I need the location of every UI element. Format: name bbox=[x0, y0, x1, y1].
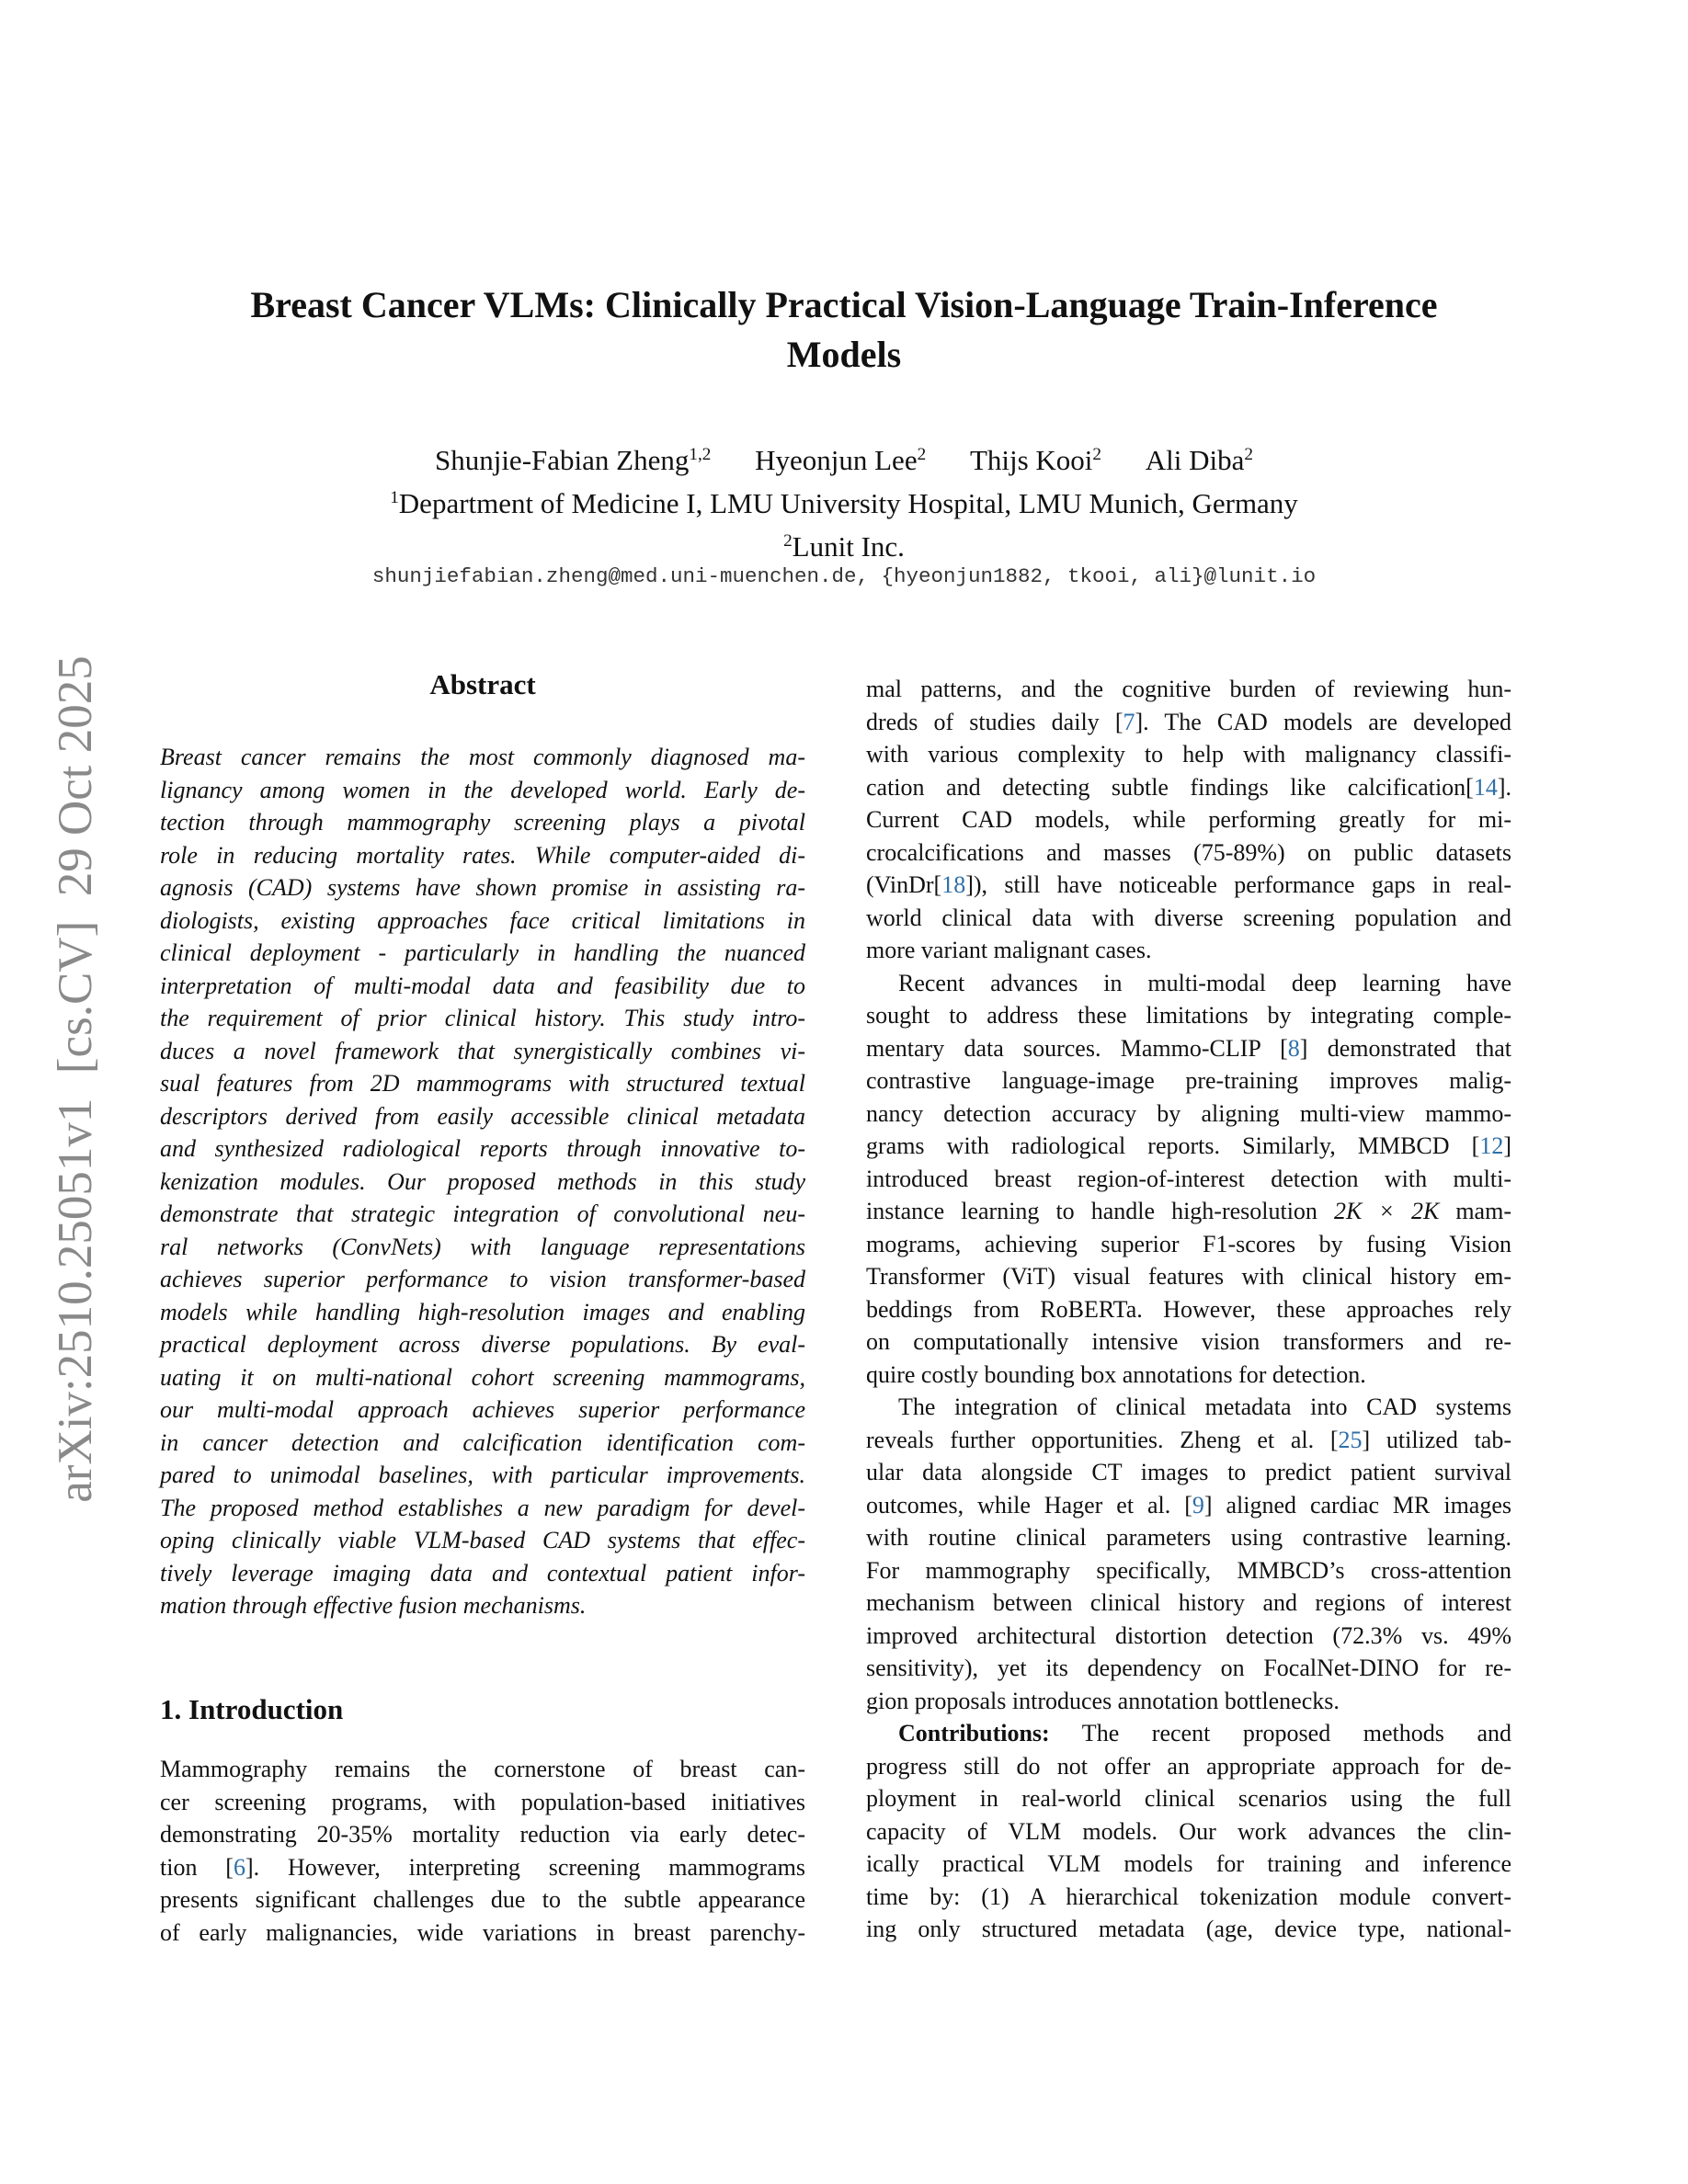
text-line bbox=[160, 774, 805, 807]
text-line bbox=[160, 1851, 805, 1884]
text-line bbox=[866, 1717, 1511, 1750]
text-segment: mam- bbox=[1439, 1198, 1511, 1224]
text-line bbox=[866, 934, 1511, 967]
text-segment: demonstrating 20-35% mortality reduction via early detec- bbox=[160, 1821, 805, 1848]
text-segment: with routine clinical parameters using contrastive learning. bbox=[866, 1524, 1511, 1551]
text-segment: ing only structured metadata (age, device type, national- bbox=[866, 1916, 1511, 1942]
text-line bbox=[160, 1100, 805, 1133]
text-line bbox=[160, 904, 805, 938]
text-segment: nancy detection accuracy by aligning multi-view mammo- bbox=[866, 1099, 1511, 1127]
text-line bbox=[160, 1132, 805, 1166]
text-line bbox=[160, 1393, 805, 1427]
text-line bbox=[866, 1228, 1511, 1261]
introduction-body-left bbox=[160, 1753, 805, 1949]
text-line bbox=[160, 741, 805, 774]
text-segment: mentary data sources. Mammo-CLIP [ bbox=[866, 1034, 1288, 1062]
text-line bbox=[866, 1782, 1511, 1815]
text-segment: oping clinically viable VLM-based CAD systems that effec- bbox=[160, 1527, 805, 1553]
text-line bbox=[866, 1424, 1511, 1457]
text-segment: our multi-modal approach achieves superior performance bbox=[160, 1396, 805, 1423]
text-line bbox=[866, 1032, 1511, 1065]
text-segment: time by: (1) A hierarchical tokenization module convert- bbox=[866, 1883, 1511, 1910]
text-line bbox=[866, 738, 1511, 771]
text-segment: ]. However, interpreting screening mammograms bbox=[245, 1853, 805, 1881]
text-segment: reveals further opportunities. Zheng et al. [ bbox=[866, 1426, 1339, 1453]
text-segment: demonstrate that strategic integration of convolutional neu- bbox=[160, 1200, 805, 1227]
citation-link[interactable]: 7 bbox=[1123, 708, 1135, 735]
text-line bbox=[160, 1231, 805, 1264]
author-list bbox=[0, 441, 1688, 484]
text-segment: presents significant challenges due to the subtle appearance bbox=[160, 1886, 805, 1913]
text-line bbox=[866, 803, 1511, 836]
paragraph bbox=[866, 673, 1511, 967]
text-segment: ically practical VLM models for training and inference bbox=[866, 1850, 1511, 1877]
text-segment: models while handling high-resolution images and enabling bbox=[160, 1298, 805, 1325]
text-line bbox=[866, 706, 1511, 739]
paragraph bbox=[866, 967, 1511, 1392]
text-segment: mograms, achieving superior F1-scores by fusing Vision bbox=[866, 1230, 1511, 1257]
text-line bbox=[866, 1881, 1511, 1914]
text-line bbox=[866, 1913, 1511, 1946]
author-name: Ali Diba bbox=[1145, 444, 1245, 476]
affiliation bbox=[0, 484, 1688, 528]
text-segment: (VinDr[ bbox=[866, 871, 942, 898]
text-segment: tection through mammography screening plays a pivotal bbox=[160, 809, 805, 836]
text-line bbox=[866, 1163, 1511, 1196]
text-segment: tively leverage imaging data and contextual patient infor- bbox=[160, 1559, 805, 1587]
text-segment: beddings from RoBERTa. However, these approaches rely bbox=[866, 1295, 1511, 1323]
affiliation-mark: 2 bbox=[1244, 445, 1254, 465]
text-line bbox=[866, 1098, 1511, 1131]
text-segment: crocalcifications and masses (75-89%) on public datasets bbox=[866, 838, 1511, 866]
citation-link[interactable]: 18 bbox=[941, 871, 966, 898]
text-segment: mechanism between clinical history and regions of interest bbox=[866, 1589, 1511, 1616]
paper-title-line: Models bbox=[786, 334, 902, 375]
text-segment: contrastive language-image pre-training improves malig- bbox=[866, 1067, 1511, 1094]
text-line bbox=[866, 999, 1511, 1032]
text-segment: interpretation of multi-modal data and feasibility due to bbox=[160, 972, 805, 999]
text-line bbox=[866, 869, 1511, 902]
text-segment: outcomes, while Hager et al. [ bbox=[866, 1491, 1192, 1519]
author-emails: shunjiefabian.zheng@med.uni-muenchen.de, {hyeonjun1882, tkooi, ali}@lunit.io bbox=[371, 564, 1317, 588]
text-segment: Transformer (ViT) visual features with clinical history em- bbox=[866, 1263, 1511, 1290]
text-segment: ular data alongside CT images to predict patient survival bbox=[866, 1459, 1511, 1485]
text-segment: grams with radiological reports. Similarly, MMBCD [ bbox=[866, 1132, 1480, 1159]
text-line bbox=[866, 1685, 1511, 1718]
text-segment: on computationally intensive vision transformers and re- bbox=[866, 1328, 1511, 1355]
text-segment: clinical deployment - particularly in handling the nuanced bbox=[160, 939, 805, 966]
text-line bbox=[866, 836, 1511, 870]
text-segment: diologists, existing approaches face critical limitations in bbox=[160, 906, 805, 934]
author bbox=[970, 444, 1101, 476]
text-segment: sensitivity), yet its dependency on FocalNet-DINO for re- bbox=[866, 1655, 1511, 1681]
affiliation-mark: 1 bbox=[390, 488, 399, 508]
text-line bbox=[866, 1064, 1511, 1098]
text-segment: improved architectural distortion detection (72.3% vs. 49% bbox=[866, 1621, 1511, 1649]
text-line bbox=[160, 937, 805, 970]
affiliation-mark: 2 bbox=[917, 445, 927, 465]
introduction-heading: 1. Introduction bbox=[160, 1693, 344, 1725]
text-line bbox=[160, 839, 805, 872]
text-segment: ral networks (ConvNets) with language representations bbox=[160, 1233, 805, 1260]
text-line bbox=[160, 1166, 805, 1199]
text-segment: tion [ bbox=[160, 1853, 234, 1881]
citation-link[interactable]: 12 bbox=[1479, 1132, 1504, 1159]
text-line bbox=[866, 1260, 1511, 1293]
text-segment: cer screening programs, with population-based initiatives bbox=[160, 1788, 805, 1815]
text-segment: sual features from 2D mammograms with structured textual bbox=[160, 1070, 805, 1097]
abstract-body bbox=[160, 741, 805, 1622]
text-line bbox=[866, 771, 1511, 804]
text-segment: Recent advances in multi-modal deep learning have bbox=[898, 969, 1511, 996]
text-line bbox=[160, 1786, 805, 1819]
text-segment: For mammography specifically, MMBCD’s cross-attention bbox=[866, 1556, 1511, 1584]
text-line bbox=[160, 1459, 805, 1492]
text-line bbox=[160, 1328, 805, 1361]
text-segment: in cancer detection and calcification identification com- bbox=[160, 1428, 805, 1456]
text-line bbox=[866, 673, 1511, 706]
text-line bbox=[866, 1489, 1511, 1522]
affiliation-text: Department of Medicine I, LMU University Hospital, LMU Munich, Germany bbox=[398, 487, 1298, 519]
author bbox=[435, 444, 711, 476]
text-segment: world clinical data with diverse screening population and bbox=[866, 904, 1511, 931]
text-line bbox=[160, 970, 805, 1003]
paragraph bbox=[160, 1753, 805, 1949]
text-line bbox=[866, 1195, 1511, 1228]
paper-title-line: Breast Cancer VLMs: Clinically Practical Vision-Language Train-Inference bbox=[250, 284, 1438, 325]
author bbox=[1146, 444, 1253, 476]
text-segment: more variant malignant cases. bbox=[866, 937, 1152, 963]
text-segment: agnosis (CAD) systems have shown promise in assisting ra- bbox=[160, 874, 805, 901]
author-block bbox=[0, 441, 1688, 571]
text-segment: role in reducing mortality rates. While computer-aided di- bbox=[160, 841, 805, 869]
paper-title bbox=[0, 280, 1688, 380]
text-line bbox=[160, 1557, 805, 1590]
text-line bbox=[160, 1589, 805, 1622]
text-segment: duces a novel framework that synergistically combines vi- bbox=[160, 1037, 805, 1064]
author bbox=[755, 444, 926, 476]
text-segment: pared to unimodal baselines, with particular improvements. bbox=[160, 1462, 805, 1488]
paragraph bbox=[866, 1717, 1511, 1946]
text-segment: ployment in real-world clinical scenarios using the full bbox=[866, 1785, 1511, 1812]
text-line bbox=[866, 1554, 1511, 1587]
text-line bbox=[866, 1620, 1511, 1653]
text-line bbox=[160, 1296, 805, 1329]
affiliation-mark: 2 bbox=[1092, 445, 1102, 465]
text-segment: uating it on multi-national cohort screening mammograms, bbox=[160, 1363, 805, 1391]
text-line bbox=[160, 1524, 805, 1557]
citation-link[interactable]: 9 bbox=[1192, 1491, 1204, 1519]
text-segment: ] aligned cardiac MR images bbox=[1203, 1491, 1511, 1519]
citation-link[interactable]: 14 bbox=[1473, 773, 1498, 801]
text-segment: ]. bbox=[1497, 773, 1511, 801]
text-line bbox=[160, 1067, 805, 1100]
text-segment: mation through effective fusion mechanisms. bbox=[160, 1592, 587, 1619]
author-name: Shunjie-Fabian Zheng bbox=[434, 444, 690, 476]
text-segment: instance learning to handle high-resolution bbox=[866, 1198, 1334, 1224]
text-segment: progress still do not offer an appropriate approach for de- bbox=[866, 1752, 1511, 1780]
text-segment: Breast cancer remains the most commonly diagnosed ma- bbox=[160, 744, 805, 770]
text-segment: with various complexity to help with malignancy classifi- bbox=[866, 741, 1511, 768]
text-segment: of early malignancies, wide variations in breast parenchy- bbox=[160, 1918, 805, 1946]
abstract-heading: Abstract bbox=[429, 668, 536, 700]
text-line bbox=[866, 1456, 1511, 1489]
affiliation-mark: 2 bbox=[783, 531, 793, 552]
text-line bbox=[160, 1753, 805, 1786]
text-line bbox=[866, 1521, 1511, 1554]
text-segment: the requirement of prior clinical history. This study intro- bbox=[160, 1005, 805, 1031]
text-segment: practical deployment across diverse populations. By eval- bbox=[160, 1331, 805, 1358]
text-segment: sought to address these limitations by integrating comple- bbox=[866, 1002, 1511, 1029]
text-segment: ] bbox=[1503, 1132, 1511, 1159]
text-segment: ]. The CAD models are developed bbox=[1135, 708, 1511, 735]
text-segment: gion proposals introduces annotation bottlenecks. bbox=[866, 1687, 1340, 1714]
text-line bbox=[160, 1818, 805, 1851]
text-line bbox=[866, 1293, 1511, 1326]
text-line bbox=[866, 1848, 1511, 1881]
text-segment: dreds of studies daily [ bbox=[866, 708, 1123, 735]
paragraph bbox=[160, 741, 805, 1622]
text-line bbox=[160, 1492, 805, 1525]
introduction-body-right bbox=[866, 673, 1511, 1946]
paragraph bbox=[866, 1391, 1511, 1717]
text-segment: kenization modules. Our proposed methods in this study bbox=[160, 1167, 805, 1195]
text-segment: Current CAD models, while performing greatly for mi- bbox=[866, 806, 1511, 833]
text-line bbox=[160, 1883, 805, 1917]
text-segment: The recent proposed methods and bbox=[1049, 1720, 1511, 1746]
math-expression: 2K × 2K bbox=[1333, 1198, 1440, 1224]
text-line bbox=[160, 1002, 805, 1035]
text-segment: ]), still have noticeable performance gaps in real- bbox=[965, 871, 1511, 898]
text-segment: introduced breast region-of-interest detection with multi- bbox=[866, 1165, 1511, 1192]
text-segment: cation and detecting subtle findings like calcification[ bbox=[866, 773, 1474, 801]
text-line bbox=[866, 1815, 1511, 1848]
citation-link[interactable]: 6 bbox=[233, 1853, 245, 1881]
bold-run-in-heading: Contributions: bbox=[898, 1720, 1050, 1746]
text-segment: ] demonstrated that bbox=[1299, 1034, 1511, 1062]
text-line bbox=[160, 871, 805, 904]
author-name: Thijs Kooi bbox=[969, 444, 1093, 476]
text-line bbox=[160, 1427, 805, 1460]
text-segment: lignancy among women in the developed world. Early de- bbox=[160, 776, 805, 803]
text-segment: Mammography remains the cornerstone of breast can- bbox=[160, 1756, 805, 1782]
text-segment: The integration of clinical metadata into CAD systems bbox=[898, 1393, 1511, 1420]
citation-link[interactable]: 8 bbox=[1287, 1034, 1300, 1062]
text-line bbox=[160, 806, 805, 839]
arxiv-identifier-stamp: arXiv:2510.25051v1 [cs.CV] 29 Oct 2025 bbox=[49, 655, 102, 1503]
text-segment: achieves superior performance to vision transformer-based bbox=[160, 1266, 805, 1292]
citation-link[interactable]: 25 bbox=[1338, 1426, 1363, 1453]
text-segment: quire costly bounding box annotations for detection. bbox=[866, 1360, 1366, 1388]
text-line bbox=[160, 1917, 805, 1950]
text-line bbox=[866, 1130, 1511, 1163]
affiliation-mark: 1,2 bbox=[689, 445, 712, 465]
text-line bbox=[160, 1198, 805, 1231]
text-line bbox=[160, 1361, 805, 1394]
text-line bbox=[866, 902, 1511, 935]
text-line bbox=[866, 1325, 1511, 1359]
text-segment: descriptors derived from easily accessible clinical metadata bbox=[160, 1102, 805, 1130]
text-line bbox=[160, 1035, 805, 1068]
text-line bbox=[866, 1587, 1511, 1620]
affiliation-text: Lunit Inc. bbox=[792, 530, 905, 563]
text-segment: ] utilized tab- bbox=[1362, 1426, 1511, 1453]
text-line bbox=[866, 1750, 1511, 1783]
text-line bbox=[866, 967, 1511, 1000]
text-segment: capacity of VLM models. Our work advances the clin- bbox=[866, 1817, 1511, 1845]
text-line bbox=[866, 1391, 1511, 1424]
text-segment: and synthesized radiological reports through innovative to- bbox=[160, 1135, 805, 1162]
text-line bbox=[866, 1652, 1511, 1685]
author-name: Hyeonjun Lee bbox=[755, 444, 918, 476]
text-segment: The proposed method establishes a new paradigm for devel- bbox=[160, 1494, 805, 1521]
text-line bbox=[866, 1359, 1511, 1392]
text-line bbox=[160, 1263, 805, 1296]
text-segment: mal patterns, and the cognitive burden of reviewing hun- bbox=[866, 676, 1511, 702]
